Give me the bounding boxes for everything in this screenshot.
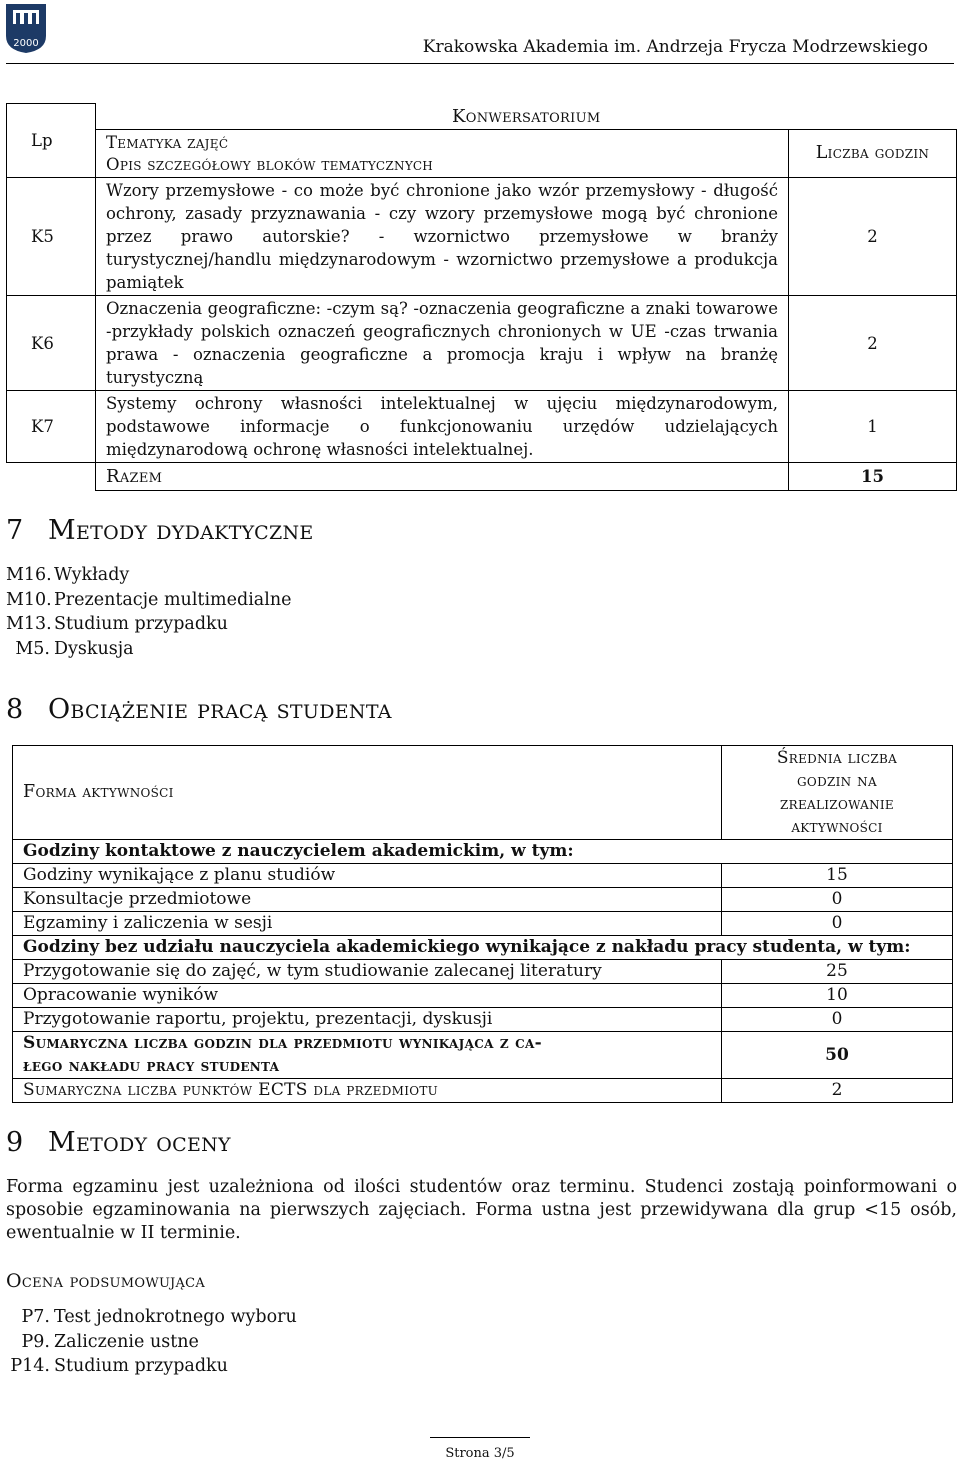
list-item bbox=[6, 1305, 297, 1330]
sum-hours-line: łego nakładu pracy studenta bbox=[23, 1056, 280, 1076]
footer-rule bbox=[430, 1437, 530, 1438]
university-logo bbox=[4, 2, 48, 54]
assessment-paragraph: Forma egzaminu jest uzależniona od ilości studentów oraz terminu. Studenci zostają poinformowani o sposobie egzaminowania na pierwszych zajęciach. Forma ustna jest przewidywana dla grup <15 osób, ewentualnie w II terminie. bbox=[6, 1177, 957, 1243]
section-title: Metody dydaktyczne bbox=[48, 515, 314, 546]
list-item bbox=[6, 1330, 297, 1355]
section-title: Obciążenie pracą studenta bbox=[48, 694, 392, 725]
university-name: Krakowska Akademia im. Andrzeja Frycza Modrzewskiego bbox=[422, 37, 928, 57]
total-hours: 15 bbox=[789, 463, 957, 491]
table-row bbox=[13, 864, 953, 888]
section-9-heading bbox=[6, 1127, 231, 1158]
col-avg-line: Średnia liczba bbox=[776, 747, 898, 768]
sum-ects-row bbox=[13, 1079, 953, 1103]
sum-hours-line: Sumaryczna liczba godzin dla przedmiotu wynikająca z ca- bbox=[23, 1033, 542, 1053]
list-item bbox=[6, 563, 291, 588]
col-avg-line: aktywności bbox=[791, 816, 883, 837]
row-hours: 2 bbox=[789, 296, 957, 391]
group-heading: Godziny kontaktowe z nauczycielem akademickim, w tym: bbox=[13, 840, 953, 864]
row-value: 0 bbox=[722, 1008, 953, 1032]
total-row bbox=[7, 463, 957, 491]
row-desc: Wzory przemysłowe - co może być chronione jako wzór przemysłowy - długość ochrony, zasady przyznawania - czy wzory przemysłowe mogą być chronione przez prawo autorskie? - wzornictwo przemysłowe w branży turystycznej/handlu międzynarodowym - wzornictwo przemysłowe a produkcja pamiątek bbox=[96, 178, 789, 296]
item-code: P9. bbox=[21, 1331, 50, 1352]
list-item bbox=[6, 588, 291, 613]
col-desc-label: Opis szczegółowy bloków tematycznych bbox=[106, 155, 434, 174]
table-row bbox=[7, 296, 957, 391]
section-title: Metody oceny bbox=[48, 1127, 231, 1158]
section-number: 9 bbox=[6, 1127, 24, 1158]
section-7-heading bbox=[6, 515, 314, 546]
table-row bbox=[7, 391, 957, 463]
item-code: M5. bbox=[15, 638, 50, 659]
section-8-heading bbox=[6, 694, 392, 725]
subsection-heading: Ocena podsumowująca bbox=[6, 1270, 206, 1292]
table-row bbox=[7, 178, 957, 296]
sum-hours-value: 50 bbox=[722, 1032, 953, 1079]
item-text: Studium przypadku bbox=[54, 614, 228, 634]
item-text: Studium przypadku bbox=[54, 1356, 228, 1376]
sum-ects-label: Sumaryczna liczba punktów ECTS dla przedmiotu bbox=[13, 1079, 722, 1103]
list-item bbox=[6, 1354, 297, 1379]
methods-list bbox=[6, 563, 291, 661]
row-label: Godziny wynikające z planu studiów bbox=[13, 864, 722, 888]
col-topic-label: Tematyka zajęć bbox=[106, 133, 229, 152]
table-row bbox=[13, 888, 953, 912]
assessment-list bbox=[6, 1305, 297, 1379]
total-spacer bbox=[7, 463, 96, 491]
item-code: M13. bbox=[6, 614, 52, 634]
section-number: 7 bbox=[6, 515, 24, 546]
col-hours-header: Liczba godzin bbox=[789, 130, 957, 178]
col-lp-header: Lp bbox=[7, 104, 96, 178]
item-text: Dyskusja bbox=[54, 638, 134, 659]
sum-ects-value: 2 bbox=[722, 1079, 953, 1103]
item-text: Prezentacje multimedialne bbox=[54, 589, 292, 610]
total-label: Razem bbox=[96, 463, 789, 491]
item-code: M10. bbox=[6, 589, 52, 610]
row-label: Przygotowanie się do zajęć, w tym studiowanie zalecanej literatury bbox=[13, 960, 722, 984]
item-text: Zaliczenie ustne bbox=[54, 1331, 199, 1352]
item-code: P14. bbox=[10, 1356, 50, 1376]
col-avg-header bbox=[722, 746, 953, 840]
row-label: Konsultacje przedmiotowe bbox=[13, 888, 722, 912]
col-form-header: Forma aktywności bbox=[13, 746, 722, 840]
row-hours: 1 bbox=[789, 391, 957, 463]
row-lp: K6 bbox=[7, 296, 96, 391]
row-label: Przygotowanie raportu, projektu, prezentacji, dyskusji bbox=[13, 1008, 722, 1032]
col-avg-line: godzin na bbox=[797, 770, 877, 791]
row-value: 25 bbox=[722, 960, 953, 984]
row-desc: Oznaczenia geograficzne: -czym są? -oznaczenia geograficzne a znaki towarowe -przykłady polskich oznaczeń geograficznych chronionych w UE -czas trwania prawa - oznaczenia geograficzne a promocja kraju i wpływ na branżę turystyczną bbox=[96, 296, 789, 391]
table-row bbox=[13, 912, 953, 936]
table-row bbox=[13, 960, 953, 984]
row-value: 15 bbox=[722, 864, 953, 888]
row-value: 0 bbox=[722, 912, 953, 936]
row-label: Opracowanie wyników bbox=[13, 984, 722, 1008]
konwersatorium-table bbox=[6, 103, 957, 491]
item-text: Wykłady bbox=[54, 565, 130, 585]
table-row bbox=[13, 984, 953, 1008]
row-lp: K7 bbox=[7, 391, 96, 463]
row-lp: K5 bbox=[7, 178, 96, 296]
row-hours: 2 bbox=[789, 178, 957, 296]
section-number: 8 bbox=[6, 694, 24, 725]
list-item bbox=[6, 637, 291, 662]
item-code: M16. bbox=[6, 565, 52, 585]
col-topic-header bbox=[96, 130, 789, 178]
workload-table bbox=[12, 745, 953, 1103]
header-rule bbox=[6, 63, 954, 64]
row-value: 10 bbox=[722, 984, 953, 1008]
logo-year: 2000 bbox=[13, 38, 39, 49]
item-code: P7. bbox=[21, 1307, 50, 1327]
table-row bbox=[13, 1008, 953, 1032]
group-heading: Godziny bez udziału nauczyciela akademickiego wynikające z nakładu pracy studenta, w tym: bbox=[13, 936, 953, 960]
sum-hours-row bbox=[13, 1032, 953, 1079]
col-avg-line: zrealizowanie bbox=[780, 793, 894, 814]
konwersatorium-title: Konwersatorium bbox=[96, 104, 957, 130]
page-number: Strona 3/5 bbox=[445, 1446, 515, 1461]
list-item bbox=[6, 612, 291, 637]
row-desc: Systemy ochrony własności intelektualnej w ujęciu międzynarodowym, podstawowe informacje o funkcjonowaniu urzędów udzielających międzynarodową ochronę własności intelektualnej. bbox=[96, 391, 789, 463]
row-label: Egzaminy i zaliczenia w sesji bbox=[13, 912, 722, 936]
sum-hours-label bbox=[13, 1032, 722, 1079]
row-value: 0 bbox=[722, 888, 953, 912]
item-text: Test jednokrotnego wyboru bbox=[54, 1307, 297, 1327]
